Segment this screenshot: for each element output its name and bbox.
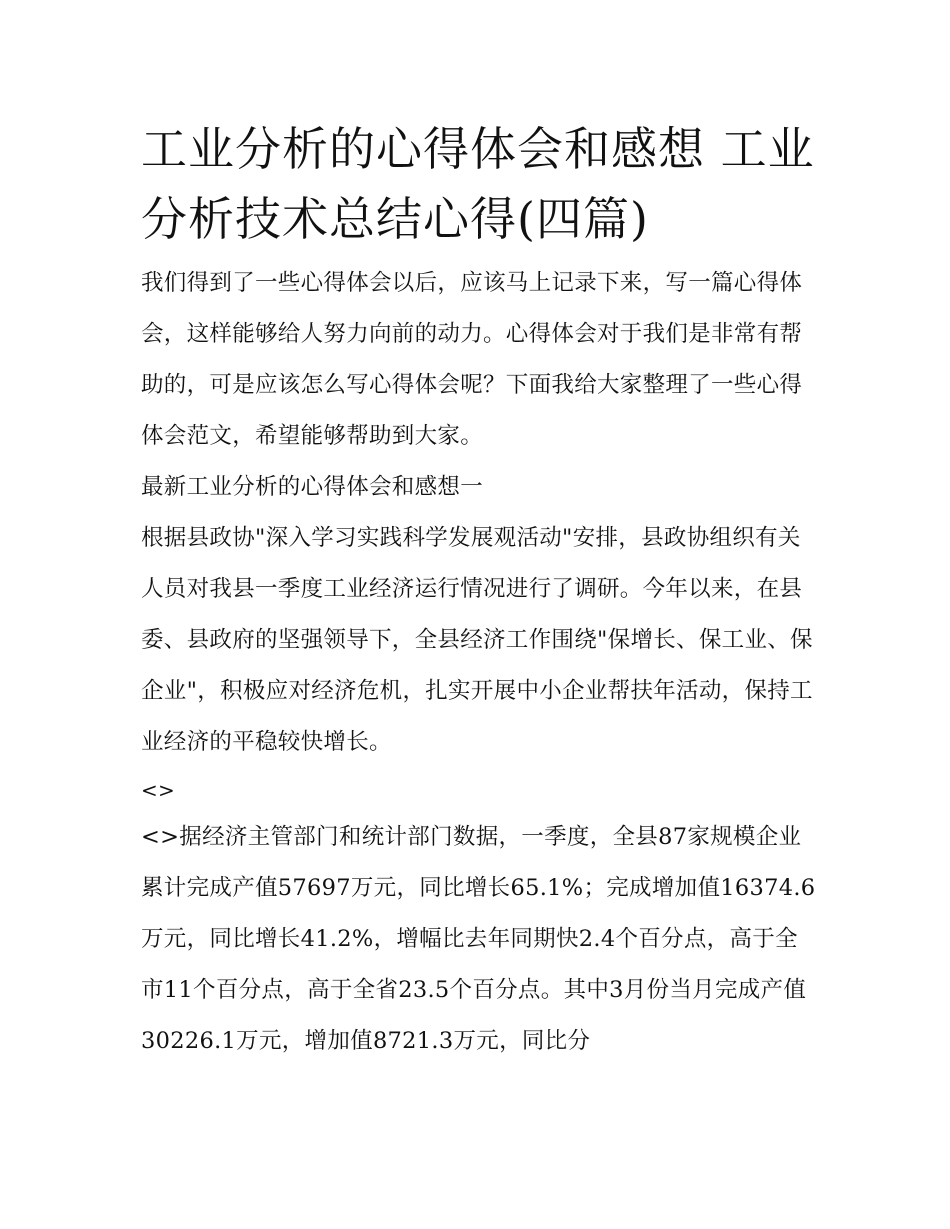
section-marker: <> <box>141 778 176 802</box>
intro-paragraph: 我们得到了一些心得体会以后，应该马上记录下来，写一篇心得体会，这样能够给人努力向前的动力。心得体会对于我们是非常有帮助的，可是应该怎么写心得体会呢？下面我给大家整理了一些心得体会范文，希望能够帮助到大家。 <box>141 270 803 449</box>
body-paragraph-2: <>据经济主管部门和统计部门数据，一季度，全县87家规模企业累计完成产值57697万元，同比增长65.1%；完成增加值16374.6万元，同比增长41.2%，增幅比去年同期快2.4个百分点，高于全市11个百分点，高于全省23.5个百分点。其中3月份当月完成产值30226.1万元，增加值8721.3万元，同比分 <box>141 824 816 1054</box>
body-paragraph-1: 根据县政协"深入学习实践科学发展观活动"安排，县政协组织有关人员对我县一季度工业经济运行情况进行了调研。今年以来，在县委、县政府的坚强领导下，全县经济工作围绕"保增长、保工业、保企业"，积极应对经济危机，扎实开展中小企业帮扶年活动，保持工业经济的平稳较快增长。 <box>141 525 813 755</box>
document-page <box>141 114 816 1067</box>
document-title: 工业分析的心得体会和感想 工业分析技术总结心得(四篇) <box>141 122 815 246</box>
section-heading: 最新工业分析的心得体会和感想一 <box>141 474 484 500</box>
